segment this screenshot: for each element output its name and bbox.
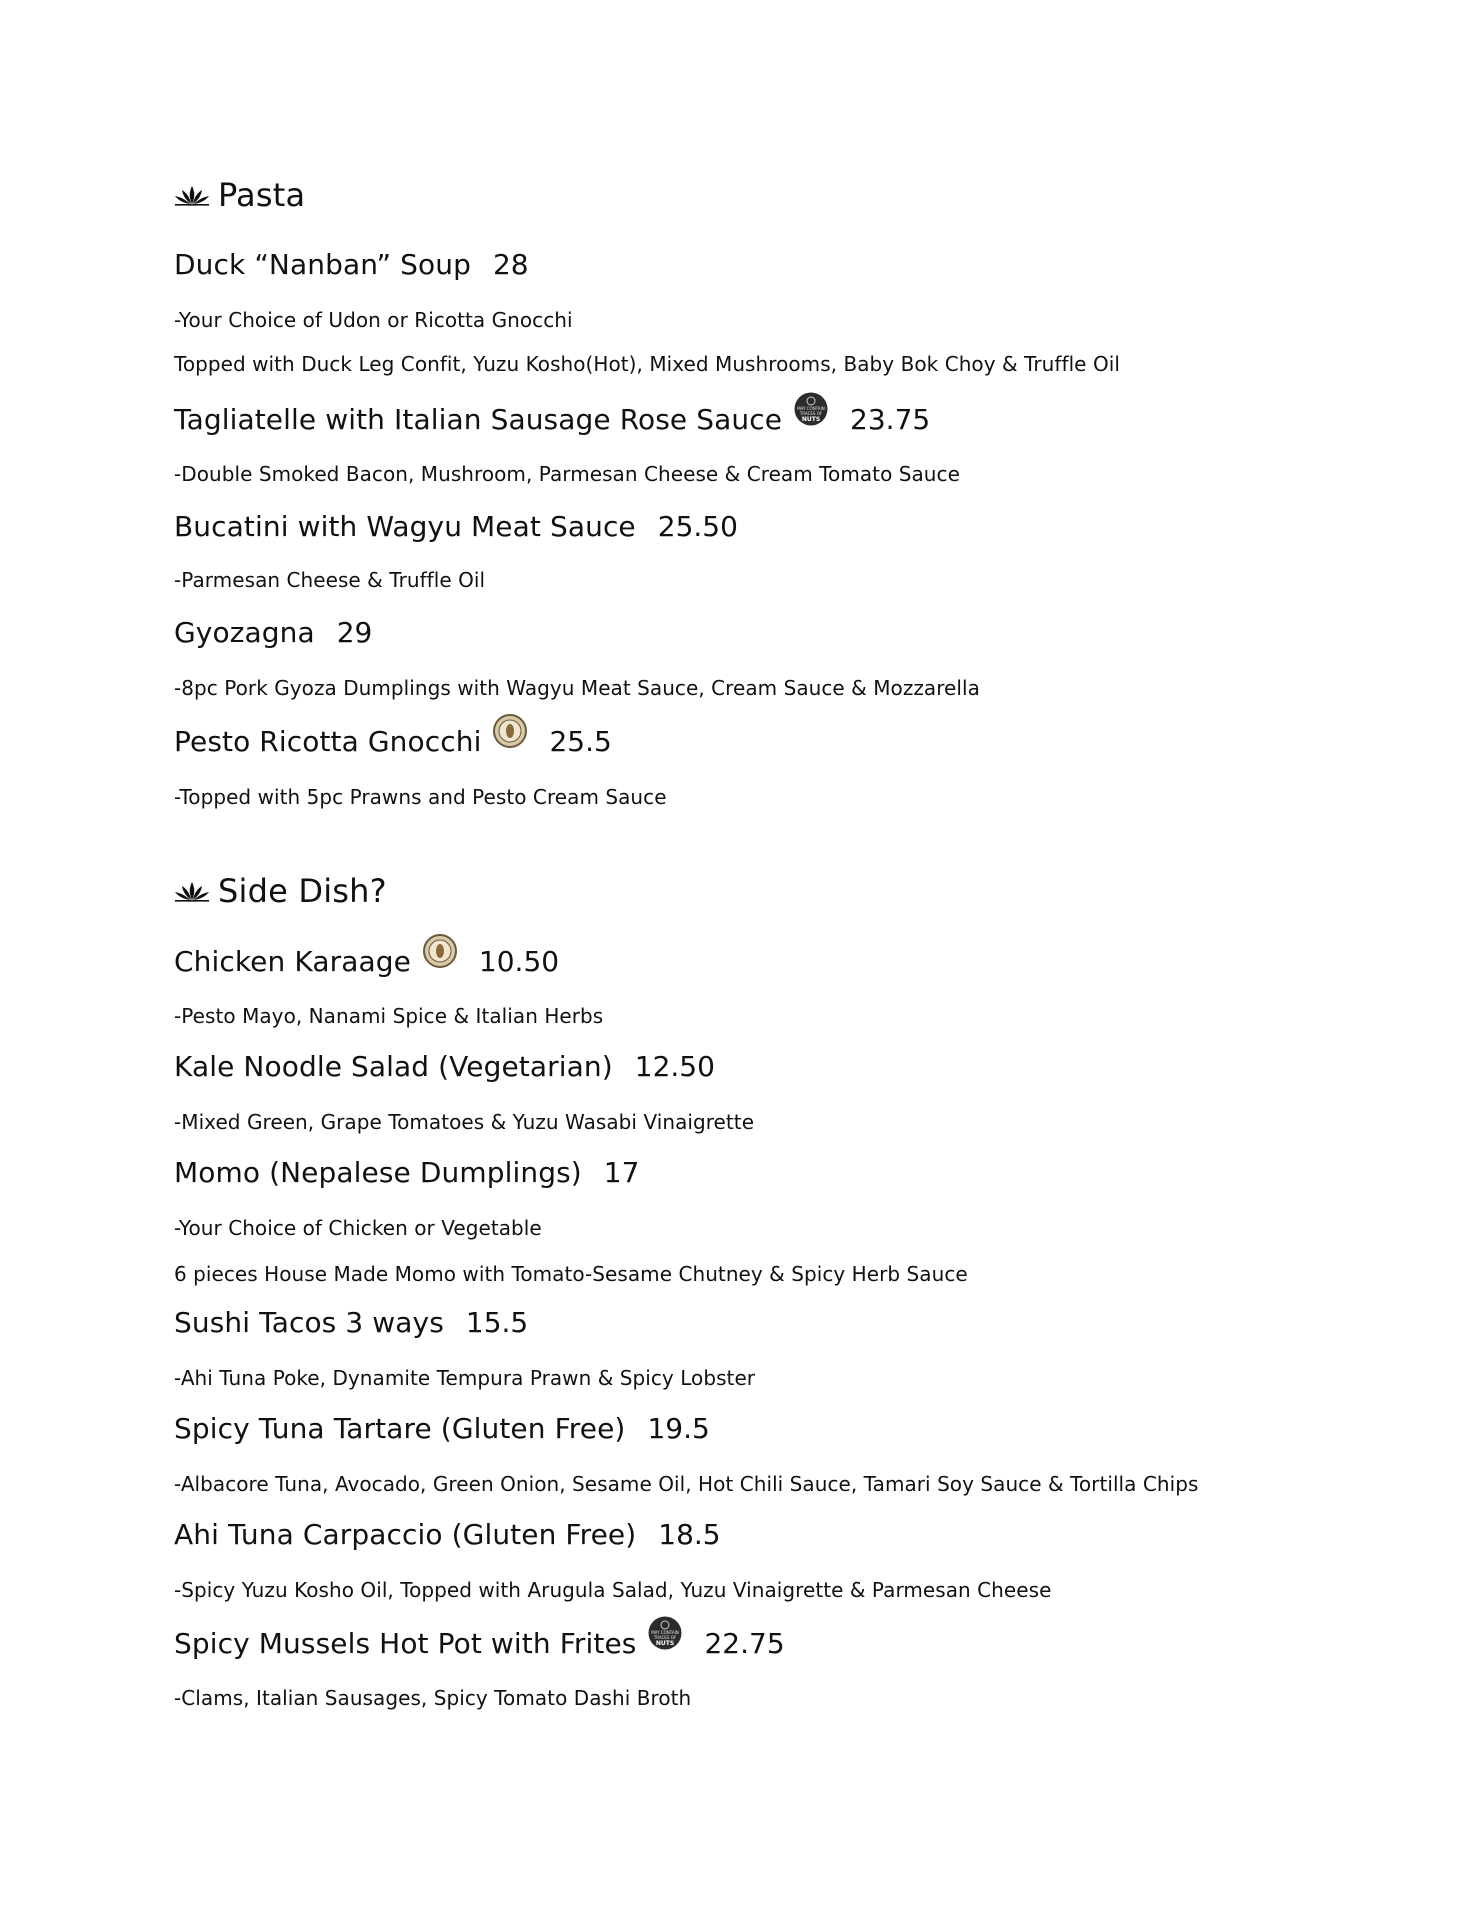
- item-description: Topped with Duck Leg Confit, Yuzu Kosho(Hot), Mixed Mushrooms, Baby Bok Choy & Truffle Oil: [174, 352, 1120, 376]
- item-price: 25.50: [657, 510, 738, 543]
- item-name: Ahi Tuna Carpaccio (Gluten Free): [174, 1518, 637, 1551]
- item-description: -Pesto Mayo, Nanami Spice & Italian Herbs: [174, 1004, 604, 1028]
- peanut-badge-icon: [423, 934, 457, 968]
- item-name: Momo (Nepalese Dumplings): [174, 1156, 582, 1189]
- svg-text:TRACES OF: TRACES OF: [799, 411, 823, 416]
- menu-item: [174, 1626, 785, 1660]
- item-name: Gyozagna: [174, 616, 315, 649]
- nuts-badge-icon: [794, 392, 828, 426]
- item-description: -Spicy Yuzu Kosho Oil, Topped with Arugula Salad, Yuzu Vinaigrette & Parmesan Cheese: [174, 1578, 1052, 1602]
- menu-item: [174, 944, 559, 978]
- peanut-badge-icon: [493, 714, 527, 748]
- item-price: 22.75: [704, 1626, 785, 1660]
- item-name: Spicy Tuna Tartare (Gluten Free): [174, 1412, 626, 1445]
- item-description: -Parmesan Cheese & Truffle Oil: [174, 568, 486, 592]
- item-price: 25.5: [549, 724, 612, 758]
- item-price: 12.50: [634, 1050, 715, 1083]
- item-price: 10.50: [478, 944, 560, 978]
- section-heading-pasta: [174, 176, 305, 214]
- item-price: 19.5: [647, 1412, 710, 1445]
- menu-item: [174, 1156, 639, 1189]
- item-price: 29: [336, 616, 373, 649]
- svg-text:TRACES OF: TRACES OF: [654, 1635, 677, 1640]
- svg-text:NUTS: NUTS: [656, 1640, 675, 1647]
- item-name: Kale Noodle Salad (Vegetarian): [174, 1050, 613, 1083]
- item-price: 17: [603, 1156, 640, 1189]
- menu-item: [174, 248, 529, 281]
- item-price: 28: [492, 248, 529, 281]
- item-price: 23.75: [850, 402, 931, 436]
- section-title: Side Dish?: [218, 872, 387, 910]
- item-name: Spicy Mussels Hot Pot with Frites: [174, 1626, 637, 1660]
- nuts-badge-icon: [648, 1616, 682, 1650]
- menu-item: [174, 616, 372, 649]
- item-description: -Albacore Tuna, Avocado, Green Onion, Sesame Oil, Hot Chili Sauce, Tamari Soy Sauce & Tortilla Chips: [174, 1472, 1199, 1496]
- svg-text:MAY CONTAIN: MAY CONTAIN: [651, 1630, 680, 1635]
- menu-item: [174, 402, 930, 436]
- item-description: -Clams, Italian Sausages, Spicy Tomato Dashi Broth: [174, 1686, 692, 1710]
- menu-item: [174, 1050, 715, 1083]
- item-description: -Double Smoked Bacon, Mushroom, Parmesan Cheese & Cream Tomato Sauce: [174, 462, 960, 486]
- menu-item: [174, 1306, 528, 1339]
- item-price: 18.5: [658, 1518, 721, 1551]
- lotus-icon: [174, 184, 210, 206]
- item-name: Pesto Ricotta Gnocchi: [174, 724, 482, 758]
- item-name: Duck “Nanban” Soup: [174, 248, 471, 281]
- item-description: -Your Choice of Chicken or Vegetable: [174, 1216, 542, 1240]
- menu-item: [174, 1518, 721, 1551]
- item-description: -Mixed Green, Grape Tomatoes & Yuzu Wasabi Vinaigrette: [174, 1110, 755, 1134]
- item-description: -Topped with 5pc Prawns and Pesto Cream Sauce: [174, 785, 667, 809]
- item-description: -Your Choice of Udon or Ricotta Gnocchi: [174, 308, 573, 332]
- menu-item: [174, 724, 612, 758]
- item-description: 6 pieces House Made Momo with Tomato-Sesame Chutney & Spicy Herb Sauce: [174, 1262, 968, 1286]
- lotus-icon: [174, 880, 210, 902]
- menu-item: [174, 1412, 710, 1445]
- menu-item: [174, 510, 738, 543]
- item-name: Chicken Karaage: [174, 944, 411, 978]
- item-name: Bucatini with Wagyu Meat Sauce: [174, 510, 636, 543]
- item-description: -8pc Pork Gyoza Dumplings with Wagyu Meat Sauce, Cream Sauce & Mozzarella: [174, 676, 980, 700]
- item-name: Tagliatelle with Italian Sausage Rose Sauce: [174, 402, 783, 436]
- item-price: 15.5: [465, 1306, 529, 1339]
- item-description: -Ahi Tuna Poke, Dynamite Tempura Prawn & Spicy Lobster: [174, 1366, 756, 1390]
- svg-text:NUTS: NUTS: [801, 416, 821, 423]
- section-heading-side-dish: [174, 872, 387, 910]
- item-name: Sushi Tacos 3 ways: [174, 1306, 444, 1339]
- section-title: Pasta: [218, 176, 306, 214]
- svg-text:MAY CONTAIN: MAY CONTAIN: [797, 406, 825, 411]
